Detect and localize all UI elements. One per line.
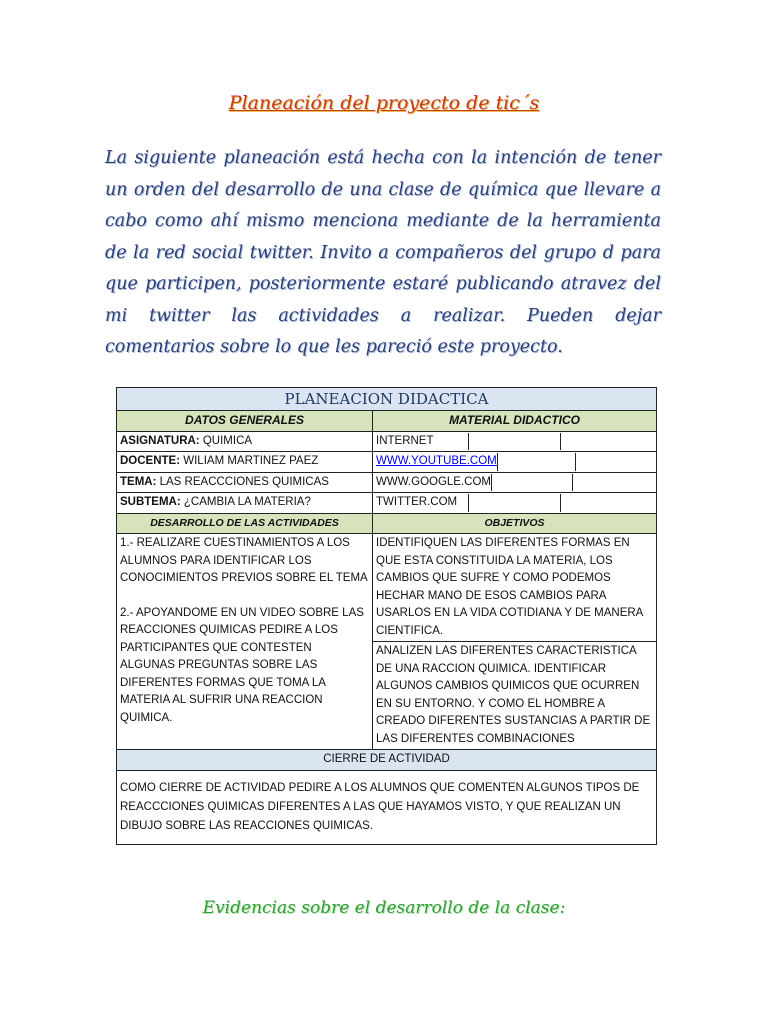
material-item: WWW.GOOGLE.COM [376, 475, 491, 488]
document-title: Planeación del proyecto de tic´s [228, 92, 540, 114]
table-title-row [117, 388, 657, 411]
table-header-row [117, 411, 657, 432]
material-item: INTERNET [376, 434, 434, 447]
datos-value: QUIMICA [199, 434, 253, 447]
datos-label: SUBTEMA: [120, 496, 181, 508]
objetivos-header: OBJETIVOS [373, 513, 657, 534]
table-row [117, 431, 657, 452]
material-cell [373, 452, 657, 473]
table-title: PLANEACION DIDACTICA [117, 388, 657, 411]
material-cell [373, 431, 657, 452]
actividad-1: 1.- REALIZARE CUESTINAMIENTOS A LOS ALUMNOS PARA IDENTIFICAR LOS CONOCIMIENTOS PREVIOS SOBRE EL TEMA [120, 537, 368, 584]
cierre-text: COMO CIERRE DE ACTIVIDAD PEDIRE A LOS ALUMNOS QUE COMENTEN ALGUNOS TIPOS DE REACCCIONES QUIMICAS DIFERENTES A LAS QUE HAYAMOS VISTO, Y QUE REALIZAN UN DIBUJO SOBRE LAS REACCIONES QUIMICAS. [117, 770, 657, 844]
cierre-header-row [117, 750, 657, 771]
intro-paragraph: La siguiente planeación está hecha con la intención de tener un orden del desarrollo de una clase de química que llevare a cabo como ahí mismo menciona mediante de la herramienta de la red social twitter. Invito a compañeros del grupo d para que participen, posteriormente estaré publicando atravez del mi twitter las actividades a realizar. Pueden dejar comentarios sobre lo que les pareció este proyecto. [105, 148, 661, 357]
table-row [117, 452, 657, 473]
table-row [117, 493, 657, 514]
actividades-header-row [117, 513, 657, 534]
actividades-cell [117, 534, 373, 750]
datos-label: TEMA: [120, 475, 157, 488]
objetivo-1: IDENTIFIQUEN LAS DIFERENTES FORMAS EN QUE ESTA CONSTITUIDA LA MATERIA, LOS CAMBIOS QUE SUFRE Y COMO PODEMOS HECHAR MANO DE ESOS CAMBIOS PARA USARLOS EN LA VIDA COTIDIANA Y DE MANERA CIENTIFICA. [376, 537, 643, 637]
material-cell [373, 493, 657, 514]
youtube-link[interactable]: WWW.YOUTUBE.COM [376, 455, 497, 467]
planeacion-table [116, 387, 657, 845]
cierre-row [117, 770, 657, 844]
datos-cell [117, 431, 373, 452]
datos-value: ¿CAMBIA LA MATERIA? [180, 496, 311, 508]
datos-cell [117, 452, 373, 473]
objetivos-cell [373, 534, 657, 750]
datos-value: WILIAM MARTINEZ PAEZ [180, 455, 319, 467]
datos-value: LAS REACCCIONES QUIMICAS [156, 475, 329, 488]
cierre-header: CIERRE DE ACTIVIDAD [117, 750, 657, 771]
actividad-2: 2.- APOYANDOME EN UN VIDEO SOBRE LAS REACCIONES QUIMICAS PEDIRE A LOS PARTICIPANTES QUE CONTESTEN ALGUNAS PREGUNTAS SOBRE LAS DIFERENTES FORMAS QUE TOMA LA MATERIA AL SUFRIR UNA REACCION QUIMICA. [120, 606, 364, 724]
objetivo-2: ANALIZEN LAS DIFERENTES CARACTERISTICA DE UNA RACCION QUIMICA. IDENTIFICAR ALGUNOS CAMBIOS QUIMICOS QUE OCURREN EN SU ENTORNO. Y COMO EL HOMBRE A CREADO DIFERENTES SUSTANCIAS A PARTIR DE LAS DIFERENTES COMBINACIONES [373, 641, 656, 749]
actividades-row [117, 534, 657, 750]
datos-label: ASIGNATURA: [120, 434, 200, 447]
material-cell [373, 472, 657, 493]
datos-cell [117, 493, 373, 514]
evidencias-heading: Evidencias sobre el desarrollo de la clase: [202, 898, 566, 918]
datos-cell [117, 472, 373, 493]
material-didactico-header: MATERIAL DIDACTICO [373, 411, 657, 432]
table-row [117, 472, 657, 493]
datos-label: DOCENTE: [120, 455, 181, 467]
datos-generales-header: DATOS GENERALES [117, 411, 373, 432]
material-item: TWITTER.COM [376, 496, 458, 508]
actividades-header: DESARROLLO DE LAS ACTIVIDADES [117, 513, 373, 534]
